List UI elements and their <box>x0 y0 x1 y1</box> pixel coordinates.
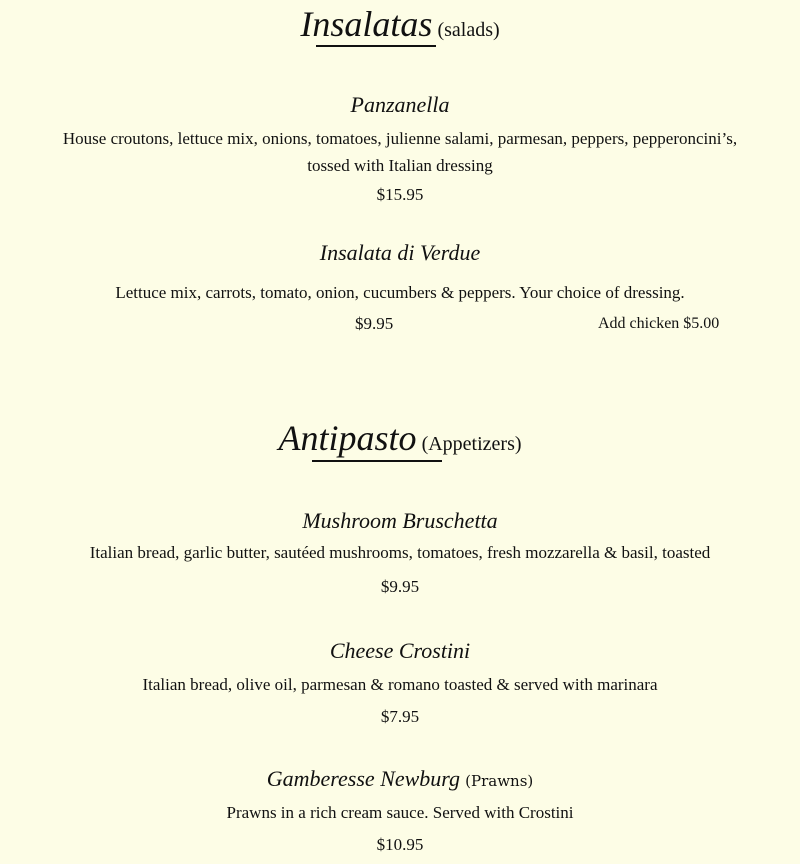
salads-title: Insalatas <box>300 4 433 44</box>
salads-title-underline <box>316 45 436 47</box>
item-name-mushroom-bruschetta: Mushroom Bruschetta <box>302 508 498 533</box>
item-price-insalata-di-verdue: $9.95 <box>355 314 394 333</box>
item-name-insalata-di-verdue: Insalata di Verdue <box>319 240 481 265</box>
item-desc-panzanella-line1: House croutons, lettuce mix, onions, tomatoes, julienne salami, parmesan, peppers, pepperoncini’s, <box>62 129 738 148</box>
appetizers-subtitle: (Appetizers) <box>421 433 522 455</box>
item-name-panzanella: Panzanella <box>350 92 450 117</box>
appetizers-title: Antipasto <box>278 418 417 458</box>
item-name-gamberesse-newburg-row <box>0 766 800 792</box>
item-name-cheese-crostini: Cheese Crostini <box>329 638 471 663</box>
salads-subtitle: (salads) <box>437 19 500 41</box>
item-price-panzanella: $15.95 <box>376 185 424 204</box>
item-desc-panzanella-line2: tossed with Italian dressing <box>307 156 493 175</box>
item-price-gamberesse-newburg: $10.95 <box>376 835 424 854</box>
item-desc-insalata-di-verdue: Lettuce mix, carrots, tomato, onion, cucumbers & peppers. Your choice of dressing. <box>115 283 685 302</box>
item-name-gamberesse-newburg: Gamberesse Newburg <box>266 766 461 791</box>
item-price-mushroom-bruschetta: $9.95 <box>380 577 420 596</box>
item-name-sub-prawns: (Prawns) <box>465 772 534 790</box>
item-desc-cheese-crostini: Italian bread, olive oil, parmesan & romano toasted & served with marinara <box>142 675 658 694</box>
item-addon-chicken: Add chicken $5.00 <box>598 315 720 332</box>
appetizers-header <box>0 418 800 458</box>
item-desc-mushroom-bruschetta: Italian bread, garlic butter, sautéed mushrooms, tomatoes, fresh mozzarella & basil, toasted <box>89 543 711 562</box>
salads-header <box>0 4 800 44</box>
item-price-cheese-crostini: $7.95 <box>380 707 420 726</box>
item-desc-gamberesse-newburg: Prawns in a rich cream sauce. Served with Crostini <box>226 803 574 822</box>
appetizers-title-underline <box>312 460 442 462</box>
